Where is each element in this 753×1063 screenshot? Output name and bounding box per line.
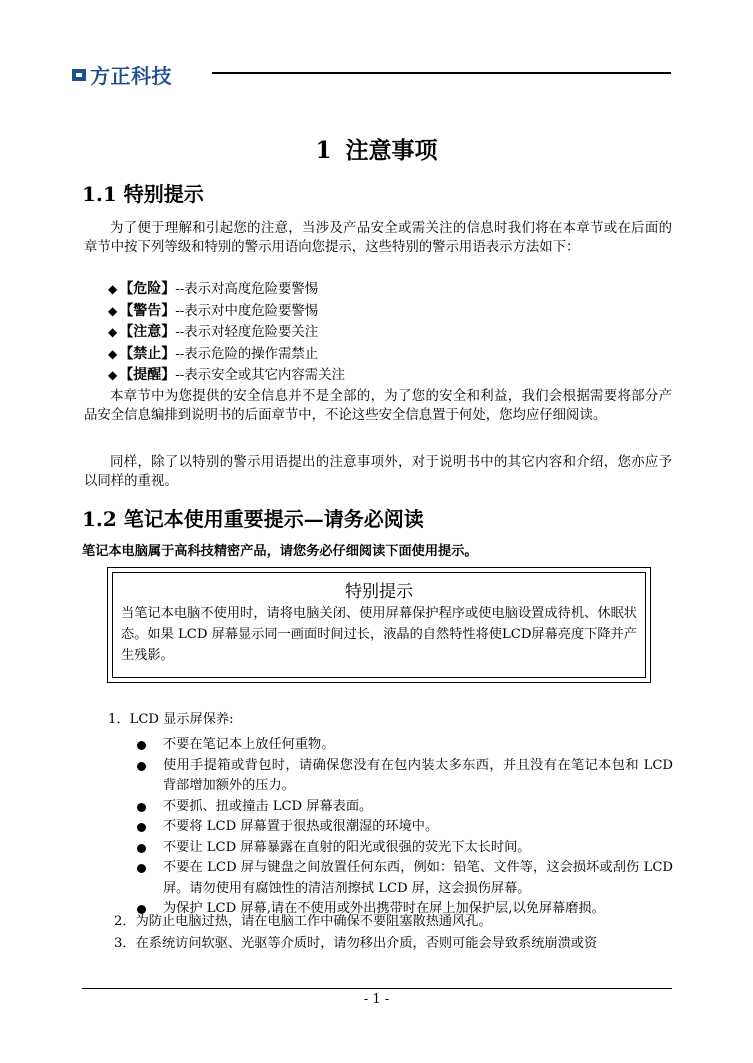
logo-mark-icon <box>70 65 88 83</box>
list-item: 为保护 LCD 屏幕,请在不使用或外出携带时在屏上加保护层,以免屏幕磨损。 <box>137 899 673 920</box>
item-2: 2．为防止电脑过热，请在电脑工作中确保不要阻塞散热通风孔。 <box>114 914 492 929</box>
footer-rule <box>82 988 672 989</box>
lcd-care-list <box>137 735 673 920</box>
chapter-title <box>0 132 753 165</box>
section-heading-1-2: 1.2 笔记本使用重要提示—请务必阅读 <box>82 507 424 531</box>
bullet-dot-icon <box>137 762 146 771</box>
section-heading-1-1: 1.1 特别提示 <box>82 182 204 206</box>
safety-info-paragraph: 本章节中为您提供的安全信息并不是全部的，为了您的安全和利益，我们会根据需要将部分产品安全信息编排到说明书的后面章节中，不论这些安全信息置于何处，您均应仔细阅读。 <box>84 389 672 423</box>
diamond-bullet-icon: ◆ <box>108 368 118 382</box>
important-notice-line: 笔记本电脑属于高科技精密产品，请您务必仔细阅读下面使用提示。 <box>82 544 478 559</box>
warning-levels-list <box>108 279 345 387</box>
logo-text: 方正科技 <box>90 63 172 88</box>
list-item: 不要在笔记本上放任何重物。 <box>137 735 673 756</box>
list-item: ◆ 【警告】--表示对中度危险要警惕 <box>108 302 319 319</box>
bullet-dot-icon <box>137 803 146 812</box>
item-3: 3．在系统访问软驱、光驱等介质时，请勿移出介质，否则可能会导致系统崩溃或资 <box>114 936 598 951</box>
attention-paragraph: 同样，除了以特别的警示用语提出的注意事项外，对于说明书中的其它内容和介绍，您亦应予以同样的重视。 <box>84 455 672 489</box>
chapter-title-text: 注意事项 <box>345 137 438 164</box>
diamond-bullet-icon: ◆ <box>108 346 118 361</box>
list-item: ◆ 【禁止】--表示危险的操作需禁止 <box>108 345 319 362</box>
header-rule <box>212 72 671 74</box>
bullet-dot-icon <box>137 823 146 832</box>
list-item: 不要在 LCD 屏与键盘之间放置任何东西，例如：铅笔、文件等，这会损坏或刮伤 LCD 屏。请勿使用有腐蚀性的清洁剂擦拭 LCD 屏，这会损伤屏幕。 <box>137 858 673 899</box>
notice-title: 特别提示 <box>345 582 413 602</box>
list-item: 不要让 LCD 屏幕暴露在直射的阳光或很强的荧光下太长时间。 <box>137 838 673 859</box>
special-notice-box <box>107 567 651 683</box>
list-item: ◆ 【注意】--表示对轻度危险要关注 <box>108 324 319 340</box>
list-item: 使用手提箱或背包时，请确保您没有在包内装太多东西，并且没有在笔记本包和 LCD 背部增加额外的压力。 <box>137 756 673 797</box>
diamond-bullet-icon: ◆ <box>108 325 118 339</box>
list-item: ◆ 【提醒】--表示安全或其它内容需关注 <box>108 367 345 383</box>
intro-paragraph: 为了便于理解和引起您的注意，当涉及产品安全或需关注的信息时我们将在本章节或在后面的章节中按下列等级和特别的警示用语向您提示，这些特别的警示用语表示方法如下： <box>84 221 672 255</box>
item-1-heading: 1．LCD 显示屏保养: <box>108 712 234 727</box>
notice-body: 当笔记本电脑不使用时，请将电脑关闭、使用屏幕保护程序或使电脑设置成待机、休眠状态。如果 LCD 屏幕显示同一画面时间过长，液晶的自然特性将使LCD屏幕亮度下降并产生残影。 <box>121 606 637 663</box>
special-notice-inner-frame <box>112 572 646 678</box>
company-logo <box>70 60 220 88</box>
list-item: ◆ 【危险】--表示对高度危险要警惕 <box>108 281 319 297</box>
list-item: 不要抓、扭或撞击 LCD 屏幕表面。 <box>137 797 673 818</box>
list-item: 不要将 LCD 屏幕置于很热或很潮湿的环境中。 <box>137 817 673 838</box>
bullet-dot-icon <box>137 864 146 873</box>
diamond-bullet-icon: ◆ <box>108 303 118 318</box>
bullet-dot-icon <box>137 741 146 750</box>
bullet-dot-icon <box>137 844 146 853</box>
diamond-bullet-icon: ◆ <box>108 282 118 296</box>
chapter-number: 1 <box>315 137 332 164</box>
page-number: - 1 - <box>363 992 390 1007</box>
